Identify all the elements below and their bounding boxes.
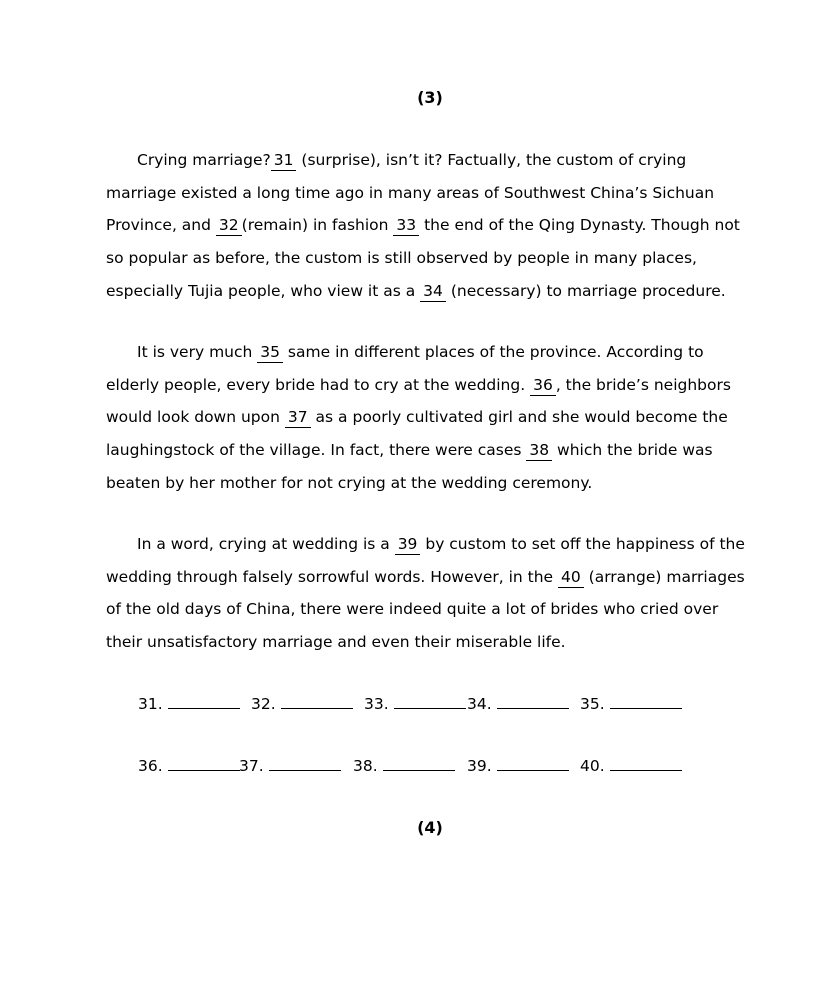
answer-label: 33. [364, 695, 389, 713]
section-heading-3: (3) [417, 88, 443, 107]
text: In a word, crying at wedding is a [137, 535, 395, 553]
answer-line[interactable] [269, 756, 341, 771]
answer-label: 37. [239, 757, 264, 775]
blank-34: 34 [420, 281, 446, 302]
text: , the bride’s neighbors would look down upon [106, 375, 731, 427]
blank-33: 33 [393, 215, 419, 236]
paragraph-1 [106, 144, 746, 308]
answer-label: 31. [138, 695, 163, 713]
answer-label: 36. [138, 757, 163, 775]
blank-40: 40 [558, 567, 584, 588]
blank-35: 35 [257, 342, 283, 363]
answer-38 [353, 756, 455, 775]
answer-label: 34. [467, 695, 492, 713]
answer-36 [138, 756, 240, 775]
answer-label: 32. [251, 695, 276, 713]
answer-line[interactable] [610, 694, 682, 709]
text: by custom to set off the happiness of the wedding through falsely sorrowful words. However, in the [106, 535, 745, 586]
answer-line[interactable] [497, 694, 569, 709]
answer-39 [467, 756, 569, 775]
text: as a poorly cultivated girl and she would become the laughingstock of the village. In fact, there were cases [106, 408, 728, 460]
paragraph-3 [106, 528, 746, 659]
text: (arrange) marriages of the old days of China, there were indeed quite a lot of brides who cried over their unsatisfactory marriage and even their miserable life. [106, 567, 745, 652]
text: (surprise), isn’t it? Factually, the custom of crying marriage existed a long time ago in many areas of Southwest China’s Sichuan Province, and [106, 151, 715, 235]
answer-label: 38. [353, 757, 378, 775]
text: (remain) in fashion [241, 216, 394, 235]
answer-32 [251, 694, 353, 713]
answer-31 [138, 694, 240, 713]
blank-31: 31 [271, 150, 297, 171]
answer-34 [467, 694, 569, 713]
answer-label: 35. [580, 695, 605, 713]
blank-39: 39 [395, 534, 421, 555]
answer-37 [239, 756, 341, 775]
answer-line[interactable] [168, 756, 240, 771]
answer-line[interactable] [497, 756, 569, 771]
answer-33 [364, 694, 466, 713]
section-heading-4: (4) [417, 818, 443, 837]
paragraph-2 [106, 336, 746, 500]
text: Crying marriage? [137, 151, 271, 169]
answer-40 [580, 756, 682, 775]
text: which the bride was beaten by her mother for not crying at the wedding ceremony. [106, 441, 713, 492]
answer-label: 39. [467, 757, 492, 775]
text: It is very much [137, 343, 258, 361]
blank-38: 38 [526, 440, 552, 461]
answer-line[interactable] [168, 694, 240, 709]
answer-line[interactable] [394, 694, 466, 709]
blank-36: 36 [530, 375, 556, 396]
blank-32: 32 [216, 215, 242, 236]
answer-label: 40. [580, 757, 605, 775]
text: (necessary) to marriage procedure. [445, 281, 726, 300]
answer-line[interactable] [281, 694, 353, 709]
text: the end of the Qing Dynasty. Though not so popular as before, the custom is still observed by people in many places, especially Tujia people, who view it as a [106, 216, 740, 300]
answer-35 [580, 694, 682, 713]
blank-37: 37 [285, 407, 311, 428]
answer-line[interactable] [383, 756, 455, 771]
text: same in different places of the province. According to elderly people, every bride had to cry at the wedding. [106, 343, 704, 394]
answer-line[interactable] [610, 756, 682, 771]
